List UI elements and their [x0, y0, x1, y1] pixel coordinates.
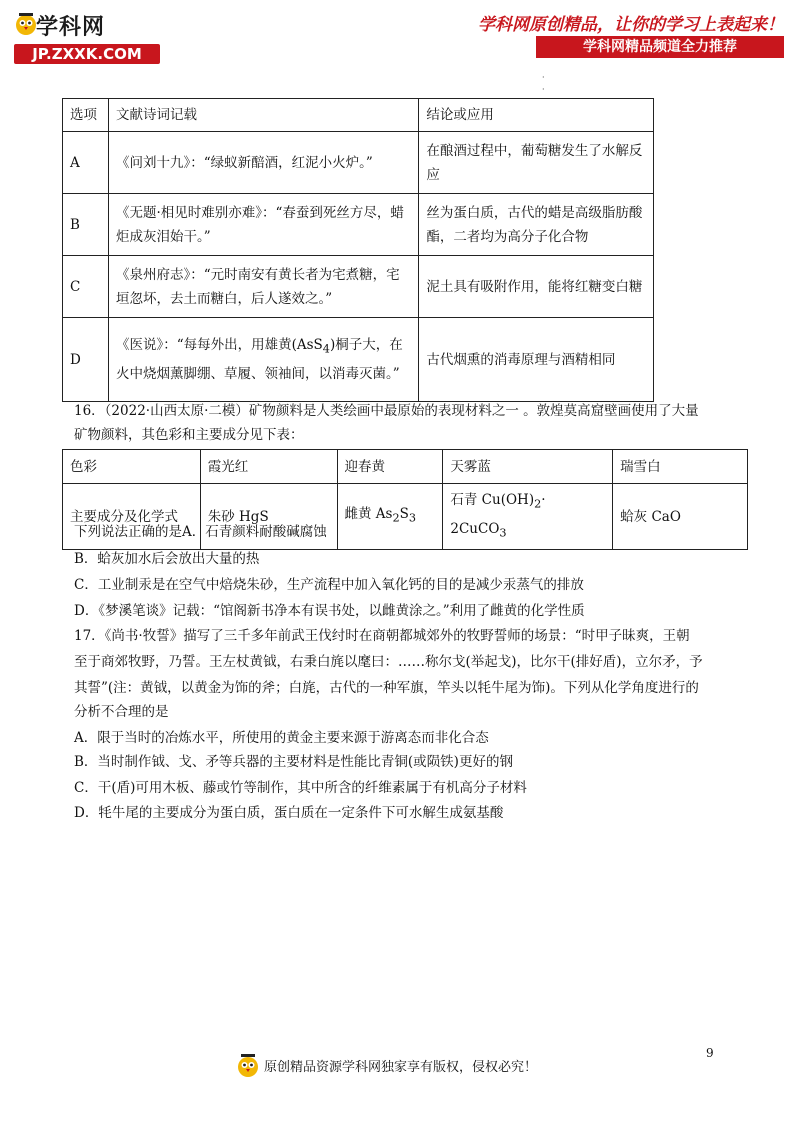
table-cell [337, 484, 443, 550]
table-row [63, 450, 748, 484]
conclusion-cell: 泥土具有吸附作用，能将红糖变白糖 [419, 256, 654, 318]
decorative-dots: · · [542, 73, 545, 94]
option-label: A [63, 132, 109, 194]
table-cell: 朱砂 HgS [200, 484, 337, 550]
option-label: B [63, 194, 109, 256]
subscript: 4 [322, 342, 330, 356]
logo-text: 学科网 [36, 15, 106, 40]
subscript: 2 [534, 497, 542, 511]
footer-notice [236, 1052, 576, 1078]
q16-option-a: 下列说法正确的是A．石青颜料耐酸碱腐蚀 [74, 524, 327, 540]
option-label: D [63, 318, 109, 402]
owl-mascot-icon [236, 1052, 260, 1078]
formula-text: S [399, 506, 409, 523]
formula-text: 雌黄 As [344, 506, 393, 523]
q16-stem-line: 矿物颜料，其色彩和主要成分见下表： [74, 427, 304, 443]
q16-option-c: C．工业制汞是在空气中焙烧朱砂，生产流程中加入氧化钙的目的是减少汞蒸气的排放 [74, 577, 584, 593]
subscript: 3 [408, 512, 417, 526]
header-slogan: 学科网原创精品，让你的学习上表起来！ [478, 15, 784, 35]
logo-url: JP.ZXXK.COM [14, 44, 160, 64]
header-conclusion: 结论或应用 [419, 99, 654, 132]
record-cell: 《问刘十九》：“绿蚁新醅酒，红泥小火炉。” [108, 132, 418, 194]
table-row [63, 256, 654, 318]
q17-option-a: A．限于当时的冶炼水平，所使用的黄金主要来源于游离态而非化合态 [74, 730, 489, 746]
table-cell: 霞光红 [200, 450, 337, 484]
option-label: C [63, 256, 109, 318]
table-cell: 蛤灰 CaO [613, 484, 748, 550]
channel-banner: 学科网精品频道全力推荐 [536, 36, 784, 58]
subscript: 2 [392, 512, 400, 526]
table-row [63, 194, 654, 256]
header-record: 文献诗词记载 [108, 99, 418, 132]
record-cell: 《泉州府志》：“元时南安有黄长者为宅煮糖，宅垣忽坏，去土而糖白，后人遂效之。” [108, 256, 418, 318]
table-cell: 瑞雪白 [613, 450, 748, 484]
table-cell: 迎春黄 [337, 450, 443, 484]
record-cell: 《无题·相见时难别亦难》：“春蚕到死丝方尽，蜡炬成灰泪始干。” [108, 194, 418, 256]
site-logo[interactable] [14, 10, 164, 64]
q17-stem-line: 17．《尚书·牧誓》描写了三千多年前武王伐纣时在商朝都城郊外的牧野誓师的场景：“时甲子昧爽，王朝 [74, 628, 690, 644]
q16-option-b: B．蛤灰加水后会放出大量的热 [74, 551, 260, 567]
table-cell: 主要成分及化学式 [63, 484, 201, 550]
header-option: 选项 [63, 99, 109, 132]
record-text: 《医说》：“每每外出，用雄黄(AsS [115, 337, 323, 354]
conclusion-cell: 在酿酒过程中，葡萄糖发生了水解反应 [419, 132, 654, 194]
owl-mascot-icon [14, 12, 38, 36]
copyright-text: 原创精品资源学科网独家享有版权，侵权必究！ [264, 1060, 538, 1075]
table-row [63, 132, 654, 194]
options-table [62, 98, 654, 402]
table-cell [443, 484, 613, 550]
q16-stem-line: 16．（2022·山西太原·二模）矿物颜料是人类绘画中最原始的表现材料之一 。敦煌莫高窟壁画使用了大量 [74, 403, 699, 419]
q17-stem-line: 其誓”(注：黄钺，以黄金为饰的斧；白旄，古代的一种军旗，竿头以牦牛尾为饰)。下列从化学角度进行的 [74, 680, 699, 696]
q17-option-b: B．当时制作钺、戈、矛等兵器的主要材料是性能比青铜(或陨铁)更好的钢 [74, 754, 513, 770]
table-cell: 天雾蓝 [443, 450, 613, 484]
conclusion-cell: 丝为蛋白质，古代的蜡是高级脂肪酸酯，二者均为高分子化合物 [419, 194, 654, 256]
q16-option-d: D．《梦溪笔谈》记载：“馆阁新书净本有误书处，以雌黄涂之。”利用了雌黄的化学性质 [74, 603, 585, 619]
q17-stem-line: 至于商郊牧野，乃誓。王左杖黄钺，右秉白旄以麾曰：……称尔戈(举起戈)，比尔干(排好盾)，立尔矛，予 [74, 654, 703, 670]
record-cell [108, 318, 418, 402]
q17-option-d: D．牦牛尾的主要成分为蛋白质，蛋白质在一定条件下可水解生成氨基酸 [74, 805, 504, 821]
table-header-row [63, 99, 654, 132]
formula-text: · 2CuCO [450, 492, 546, 537]
q17-option-c: C．干(盾)可用木板、藤或竹等制作，其中所含的纤维素属于有机高分子材料 [74, 780, 527, 796]
subscript: 3 [499, 526, 507, 540]
conclusion-cell: 古代烟熏的消毒原理与酒精相同 [419, 318, 654, 402]
table-row [63, 318, 654, 402]
page-number: 9 [706, 1046, 714, 1060]
formula-text: 石青 Cu(OH) [450, 492, 535, 508]
q17-stem-line: 分析不合理的是 [74, 704, 169, 720]
record-text: )桐子大，在火中烧烟薰脚绷、草履、领袖间，以消毒灭菌。” [115, 337, 403, 382]
table-cell: 色彩 [63, 450, 201, 484]
